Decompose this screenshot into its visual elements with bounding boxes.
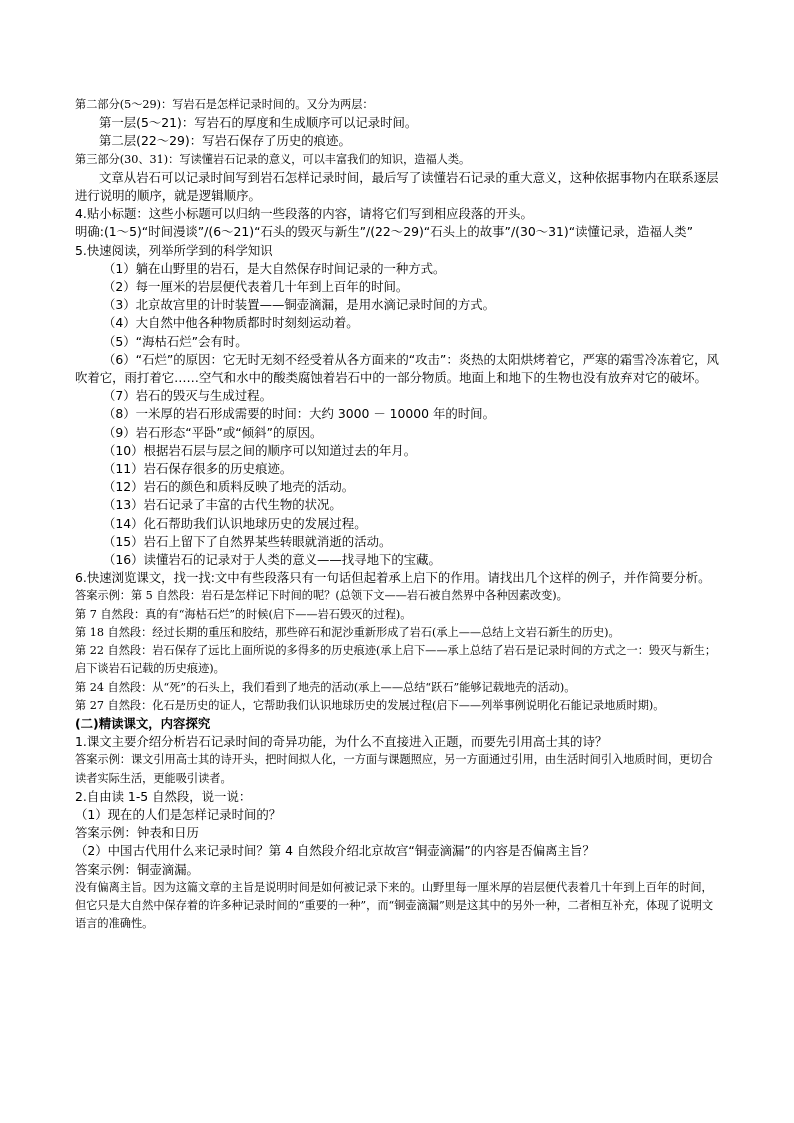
section-heading: (二)精读课文，内容探究	[75, 715, 211, 731]
question-5: 5.快速阅读，列举所学到的科学知识	[75, 242, 273, 258]
document-page	[75, 96, 721, 933]
answer-example: 第 22 自然段：岩石保存了远比上面所说的多得多的历史痕迹(承上启下——承上总结了岩石是记录时间的方式之一：毁灭与新生；启下谈岩石记载的历史痕迹)。	[75, 644, 717, 676]
list-item: （5）“海枯石烂”会有时。	[103, 333, 248, 349]
list-item: （11）岩石保存很多的历史痕迹。	[103, 461, 293, 477]
list-item: （3）北京故宫里的计时装置——铜壶滴漏，是用水滴记录时间的方式。	[103, 297, 495, 313]
list-item: （2）每一厘米的岩层便代表着几十年到上百年的时间。	[103, 279, 409, 295]
layer-one: 第一层(5～21)：写岩石的厚度和生成顺序可以记录时间。	[99, 115, 418, 131]
list-item: （12）岩石的颜色和质料反映了地壳的活动。	[103, 479, 355, 495]
list-item: （8）一米厚的岩石形成需要的时间：大约 3000 － 10000 年的时间。	[103, 406, 495, 422]
part-two-heading: 第二部分(5～29)：写岩石是怎样记录时间的。又分为两层：	[75, 98, 374, 111]
layer-two: 第二层(22～29)：写岩石保存了历史的痕迹。	[99, 133, 351, 149]
answer-example: 第 7 自然段：真的有“海枯石烂”的时候(启下——岩石毁灭的过程)。	[75, 607, 412, 621]
question-2: 2.自由读 1-5 自然段，说一说：	[75, 788, 252, 804]
list-item: （13）岩石记录了丰富的古代生物的状况。	[103, 497, 342, 513]
answer-example: 第 27 自然段：化石是历史的证人，它帮助我们认识地球历史的发展过程(启下——列举事例说明化石能记录地质时期)。	[75, 698, 665, 712]
answer-example: 答案示例：铜壶滴漏。	[75, 861, 199, 877]
answer-example: 答案示例：第 5 自然段：岩石是怎样记下时间的呢？(总领下文——岩石被自然界中各种因素改变)。	[75, 589, 568, 603]
answer-explanation: 没有偏离主旨。因为这篇文章的主旨是说明时间是如何被记录下来的。山野里每一厘米厚的岩层便代表着几十年到上百年的时间，但它只是大自然中保存着的许多种记录时间的“重要的一种”，而“铜壶滴漏”则是这其中的另外一种，二者相互补充，体现了说明文语言的准确性。	[75, 880, 714, 931]
list-item: （10）根据岩石层与层之间的顺序可以知道过去的年月。	[103, 442, 417, 458]
answer-example: 第 18 自然段：经过长期的重压和胶结，那些碎石和泥沙重新形成了岩石(承上——总结上文岩石新生的历史)。	[75, 625, 620, 639]
question-1: 1.课文主要介绍分析岩石记录时间的奇异功能，为什么不直接进入正题，而要先引用高士其的诗？	[75, 734, 608, 750]
list-item: （7）岩石的毁灭与生成过程。	[103, 388, 272, 404]
answer-example: 答案示例：课文引用高士其的诗开头，把时间拟人化，一方面与课题照应，另一方面通过引用，由生活时间引入地质时间，更切合读者实际生活，更能吸引读者。	[75, 753, 713, 785]
answer-example: 第 24 自然段：从“死”的石头上，我们看到了地壳的活动(承上——总结“跃石”能够记载地壳的活动)。	[75, 680, 576, 694]
question-4: 4.贴小标题：这些小标题可以归纳一些段落的内容，请将它们写到相应段落的开头。	[75, 206, 533, 222]
question-4-answer: 明确:(1～5)“时间漫谈”/(6～21)“石头的毁灭与新生”/(22～29)“石头上的故事”/(30～31)“读懂记录，造福人类”	[75, 224, 694, 240]
list-item: （14）化石帮助我们认识地球历史的发展过程。	[103, 515, 367, 531]
answer-example: 答案示例：钟表和日历	[75, 825, 199, 841]
logic-order-paragraph: 文章从岩石可以记录时间写到岩石怎样记录时间，最后写了读懂岩石记录的重大意义，这种依据事物内在联系逐层进行说明的顺序，就是逻辑顺序。	[75, 169, 719, 204]
list-item: （9）岩石形态“平卧”或“倾斜”的原因。	[103, 424, 323, 440]
list-item: （1）躺在山野里的岩石，是大自然保存时间记录的一种方式。	[103, 260, 446, 276]
part-three-heading: 第三部分(30、31)：写读懂岩石记录的意义，可以丰富我们的知识，造福人类。	[75, 152, 471, 166]
sub-question-1: （1）现在的人们是怎样记录时间的？	[75, 806, 282, 822]
question-6: 6.快速浏览课文，找一找:文中有些段落只有一句话但起着承上启下的作用。请找出几个这样的例子，并作简要分析。	[75, 570, 711, 586]
list-item: （4）大自然中他各种物质都时时刻刻运动着。	[103, 315, 359, 331]
list-item: （6）“石烂”的原因：它无时无刻不经受着从各方面来的“攻击”：炎热的太阳烘烤着它，严寒的霜雪冷冻着它，风吹着它，雨打着它……空气和水中的酸类腐蚀着岩石中的一部分物质。地面上和地下的生物也没有放弃对它的破坏。	[75, 351, 719, 386]
list-item: （15）岩石上留下了自然界某些转眼就消逝的活动。	[103, 533, 392, 549]
list-item: （16）读懂岩石的记录对于人类的意义——找寻地下的宝藏。	[103, 552, 441, 568]
sub-question-2: （2）中国古代用什么来记录时间？第 4 自然段介绍北京故宫“铜壶滴漏”的内容是否偏离主旨？	[75, 843, 595, 859]
